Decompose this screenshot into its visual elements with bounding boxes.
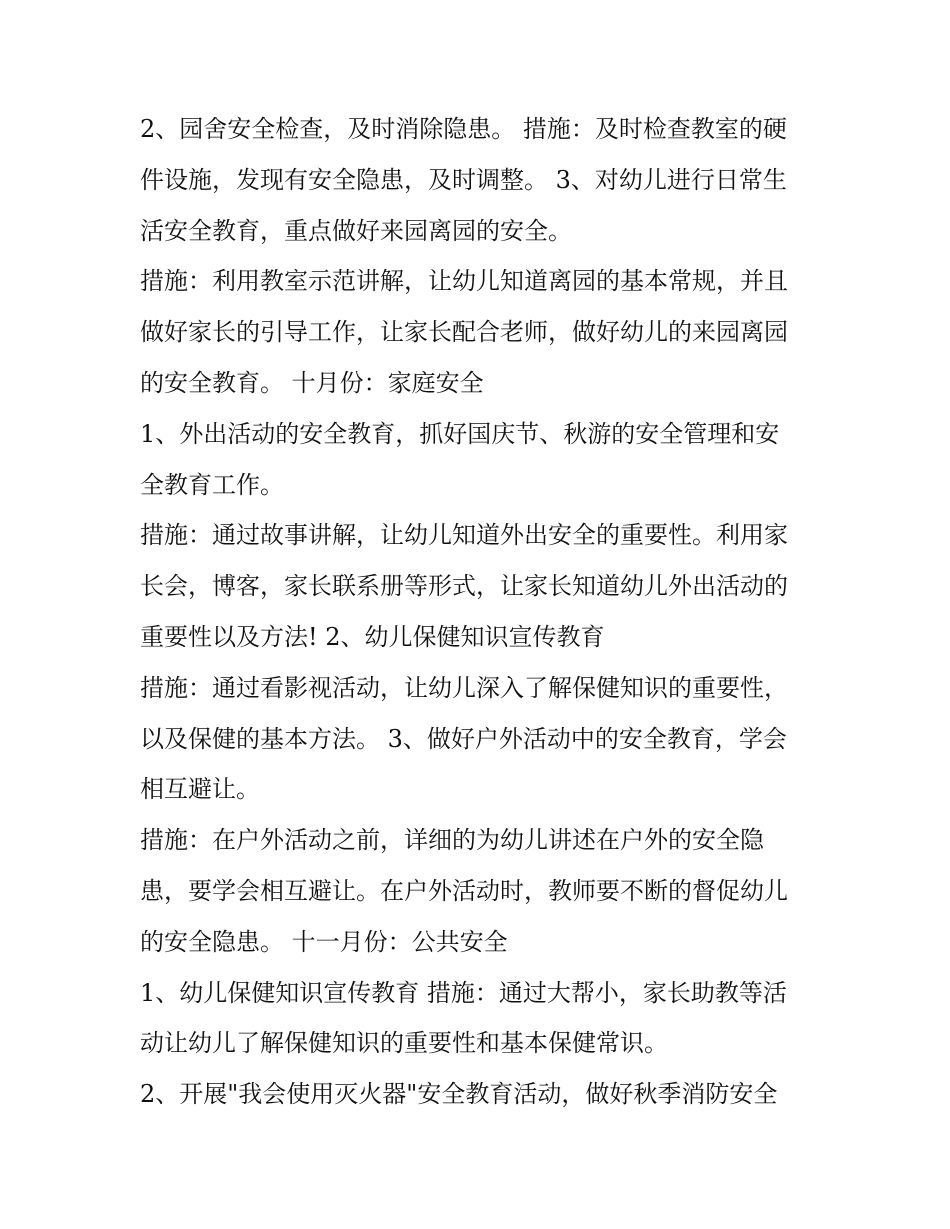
text-line: 的安全教育。 十月份：家庭安全 <box>140 368 484 397</box>
text-line: 措施：在户外活动之前，详细的为幼儿讲述在户外的安全隐 <box>140 826 764 855</box>
text-line: 全教育工作。 <box>140 470 284 499</box>
text-line: 措施：利用教室示范讲解，让幼儿知道离园的基本常规，并且 <box>140 267 788 296</box>
text-line: 动让幼儿了解保健知识的重要性和基本保健常识。 <box>140 1029 668 1058</box>
text-line: 做好家长的引导工作，让家长配合老师，做好幼儿的来园离园 <box>140 318 788 347</box>
text-line: 措施：通过故事讲解，让幼儿知道外出安全的重要性。利用家 <box>140 521 788 550</box>
text-line: 重要性以及方法! 2、幼儿保健知识宣传教育 <box>140 622 605 651</box>
text-line: 相互避让。 <box>140 775 260 804</box>
text-line: 2、开展"我会使用灭火器"安全教育活动，做好秋季消防安全 <box>140 1080 778 1109</box>
text-line: 以及保健的基本方法。 3、做好户外活动中的安全教育，学会 <box>140 724 787 753</box>
text-line: 措施：通过看影视活动，让幼儿深入了解保健知识的重要性， <box>140 673 788 702</box>
text-line: 件设施，发现有安全隐患，及时调整。 3、对幼儿进行日常生 <box>140 165 787 194</box>
document-body <box>140 104 830 1120</box>
text-line: 的安全隐患。 十一月份：公共安全 <box>140 927 508 956</box>
text-line: 患，要学会相互避让。在户外活动时，教师要不断的督促幼儿 <box>140 876 788 905</box>
text-line: 2、园舍安全检查，及时消除隐患。 措施：及时检查教室的硬 <box>140 115 787 143</box>
text-line: 1、幼儿保健知识宣传教育 措施：通过大帮小，家长助教等活 <box>140 978 787 1007</box>
text-line: 活安全教育，重点做好来园离园的安全。 <box>140 216 572 245</box>
text-line: 长会，博客，家长联系册等形式，让家长知道幼儿外出活动的 <box>140 572 788 601</box>
text-line: 1、外出活动的安全教育，抓好国庆节、秋游的安全管理和安 <box>140 419 780 448</box>
